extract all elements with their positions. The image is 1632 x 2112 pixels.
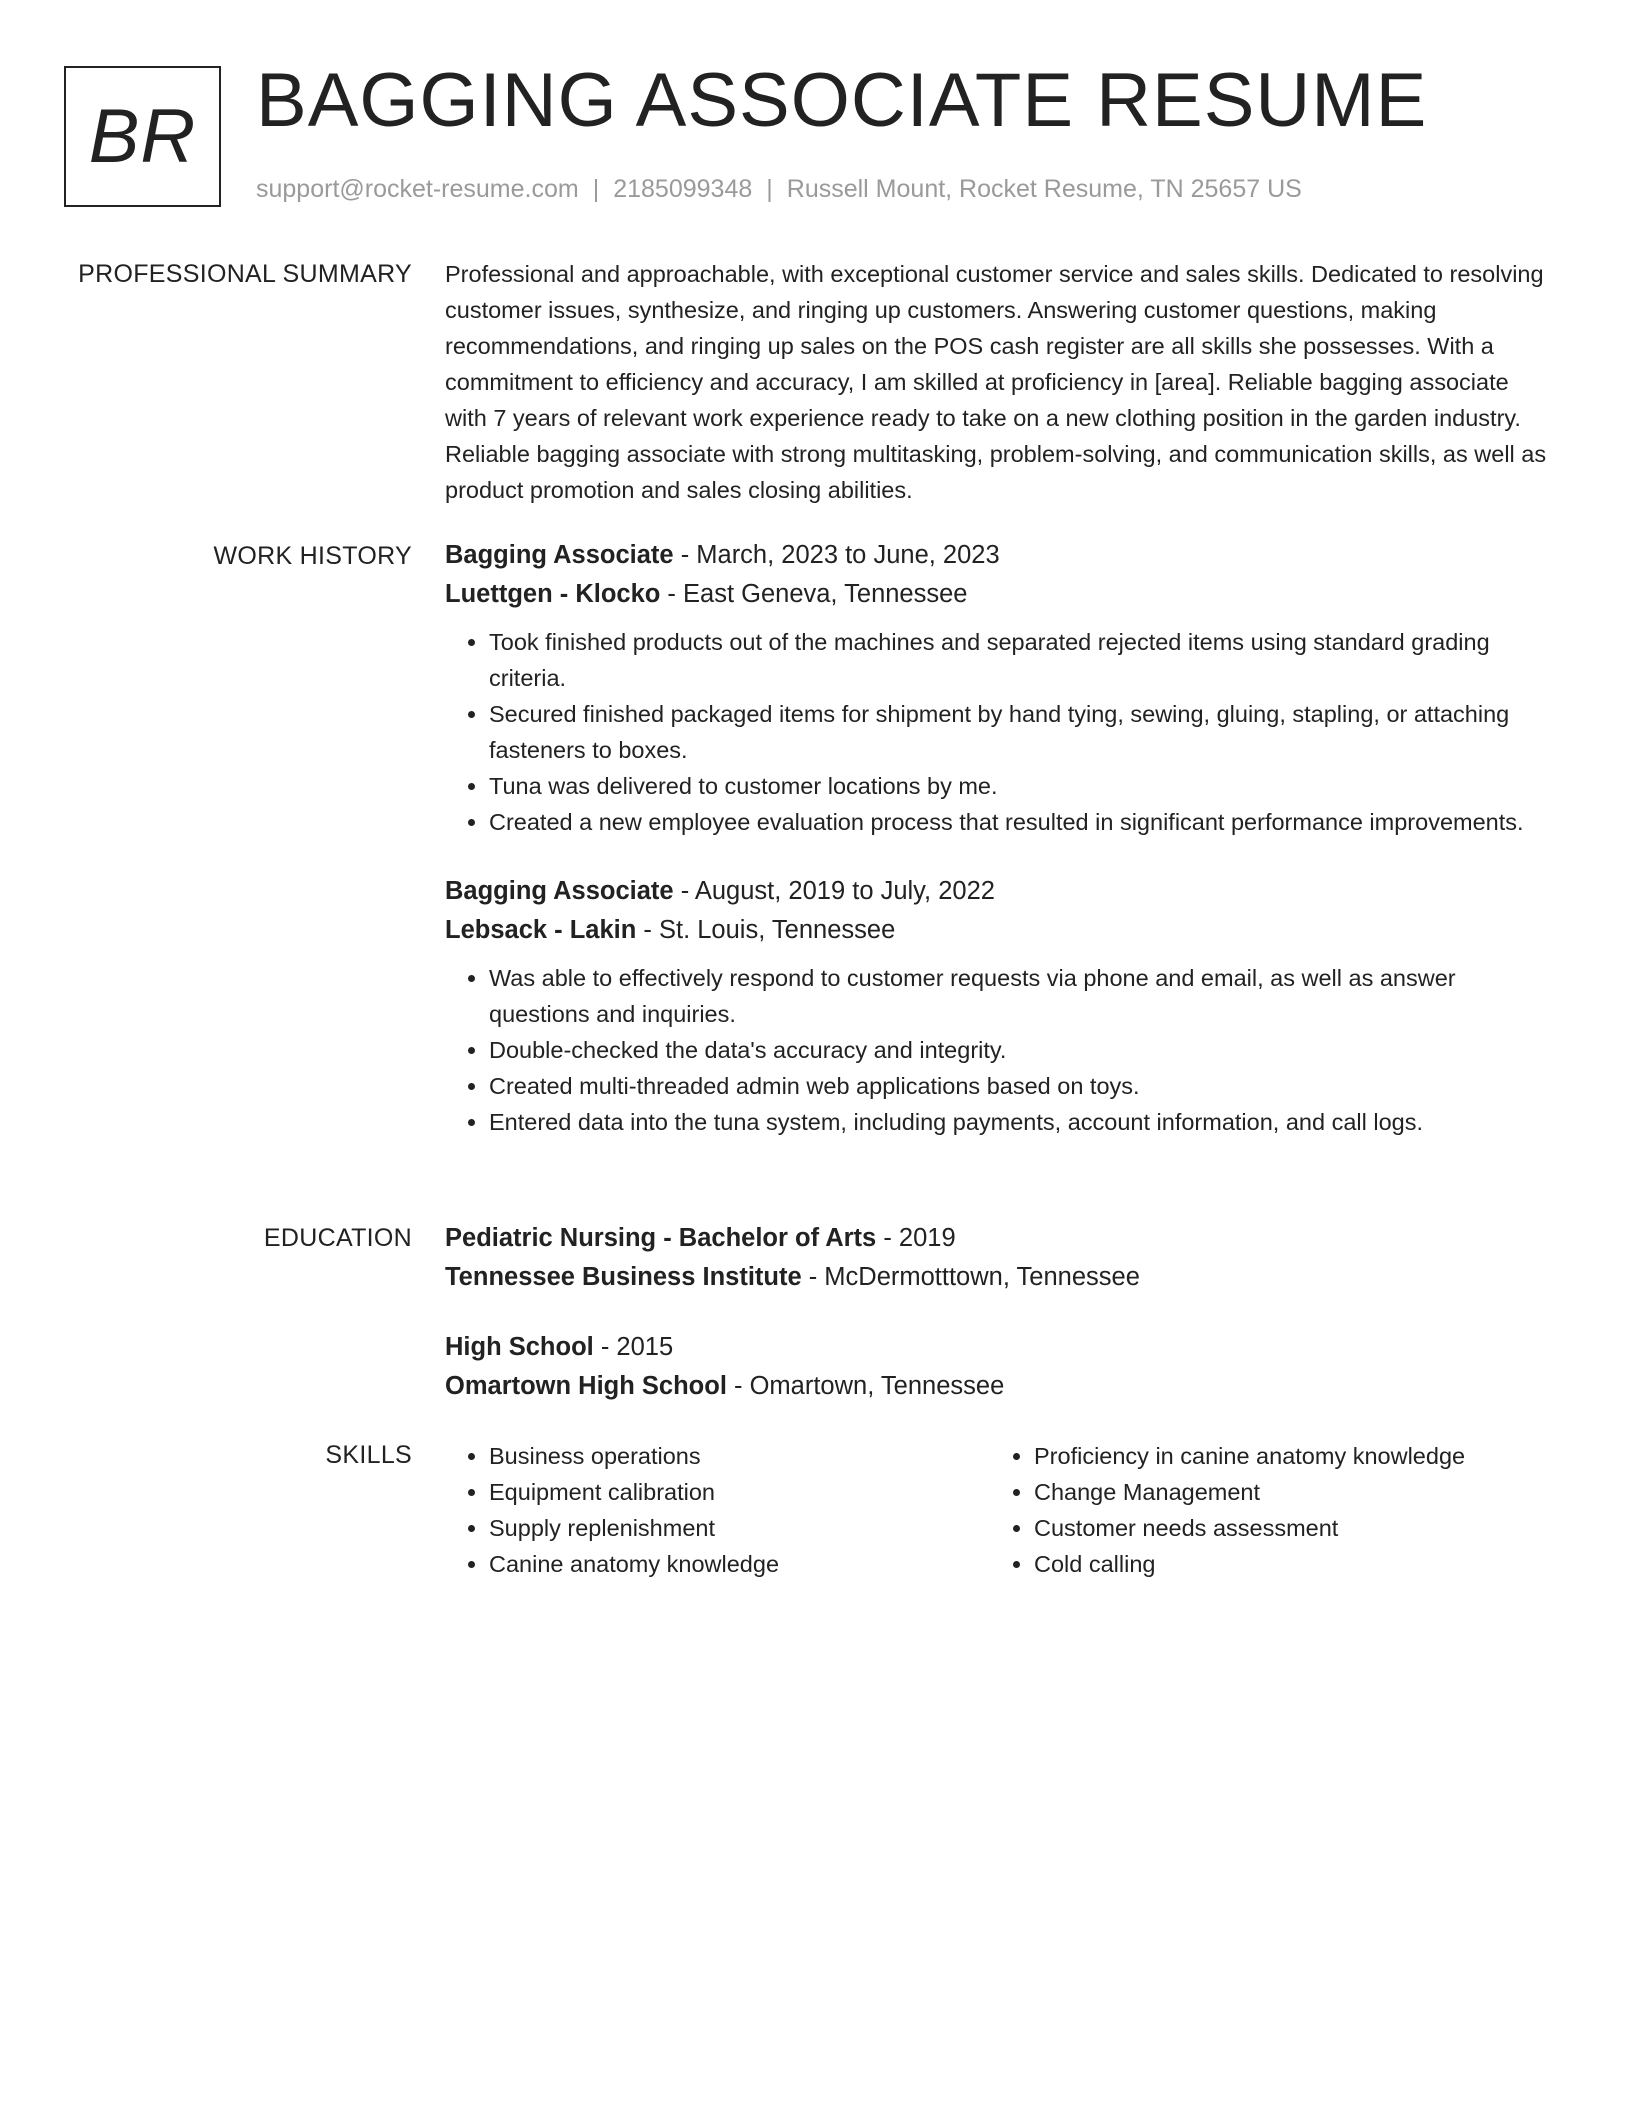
job-dates: - August, 2019 to July, 2022 [673,877,995,905]
monogram-logo: BR [64,66,221,207]
education-degree-line [445,1219,1555,1258]
job-company: Lebsack - Lakin [445,916,637,944]
section-label-education: EDUCATION [263,1224,412,1252]
job-company: Luettgen - Klocko [445,580,661,608]
education-school-line [445,1258,1555,1297]
job-company-line [445,575,1555,614]
contact-line [256,172,1302,206]
skill-item: • Customer needs assessment [1034,1510,1510,1546]
resume-title: BAGGING ASSOCIATE RESUME [256,58,1428,143]
skills-column-left [445,1438,965,1582]
skills-column-right [990,1438,1510,1582]
job-title: Bagging Associate [445,541,674,569]
skill-item: • Proficiency in canine anatomy knowledge [1034,1438,1510,1474]
job-company-line [445,911,1555,950]
job-bullet: • Created a new employee evaluation process that resulted in significant performance improvements. [489,804,1555,840]
education-year: - 2015 [593,1333,674,1361]
contact-separator: | [766,175,773,203]
education-entry [445,1219,1555,1297]
contact-separator: | [592,175,600,203]
job-bullet-list [445,624,1555,840]
skills-list [990,1438,1510,1582]
contact-address: Russell Mount, Rocket Resume, TN 25657 US [786,175,1302,203]
skill-item: • Canine anatomy knowledge [489,1546,965,1582]
job-bullet: • Tuna was delivered to customer locations by me. [489,768,1555,804]
skill-item: • Business operations [489,1438,965,1474]
work-history-section [445,536,1555,1140]
job-bullet: • Double-checked the data's accuracy and integrity. [489,1032,1555,1068]
education-entry [445,1328,1555,1406]
education-school: Tennessee Business Institute [445,1263,802,1291]
education-school: Omartown High School [445,1372,727,1400]
education-location: - McDermotttown, Tennessee [801,1263,1140,1291]
job-bullet: • Secured finished packaged items for shipment by hand tying, sewing, gluing, stapling, or attaching fasteners to boxes. [489,696,1555,768]
section-label-skills: SKILLS [325,1441,412,1469]
job-dates: - March, 2023 to June, 2023 [673,541,1000,569]
contact-email: support@rocket-resume.com [256,175,579,203]
summary-text: Professional and approachable, with exceptional customer service and sales skills. Dedicated to resolving customer issues, synthesize, and ringing up customers. Answering customer questions, making recommendations, and ringing up sales on the POS cash register are all skills she possesses. With a commitment to efficiency and accuracy, I am skilled at proficiency in [area]. Reliable bagging associate with 7 years of relevant work experience ready to take on a new clothing position in the garden industry. Reliable bagging associate with strong multitasking, problem-solving, and communication skills, as well as product promotion and sales closing abilities. [445,261,1547,503]
education-degree: High School [445,1333,594,1361]
section-label-summary: PROFESSIONAL SUMMARY [78,260,412,288]
section-label-work-history: WORK HISTORY [213,542,412,570]
job-entry [445,536,1555,840]
job-bullet-list [445,960,1555,1140]
education-degree: Pediatric Nursing - Bachelor of Arts [445,1224,877,1252]
skill-item: • Change Management [1034,1474,1510,1510]
job-bullet: • Created multi-threaded admin web applications based on toys. [489,1068,1555,1104]
summary-section [445,256,1555,508]
job-location: - St. Louis, Tennessee [636,916,896,944]
job-bullet: • Entered data into the tuna system, including payments, account information, and call logs. [489,1104,1555,1140]
job-title-line [445,872,1555,911]
job-title-line [445,536,1555,575]
job-bullet: • Was able to effectively respond to customer requests via phone and email, as well as answer questions and inquiries. [489,960,1555,1032]
skill-item: • Equipment calibration [489,1474,965,1510]
education-location: - Omartown, Tennessee [726,1372,1005,1400]
skills-section [445,1438,1555,1588]
education-school-line [445,1367,1555,1406]
job-location: - East Geneva, Tennessee [660,580,968,608]
job-bullet: • Took finished products out of the machines and separated rejected items using standard grading criteria. [489,624,1555,696]
skill-item: • Cold calling [1034,1546,1510,1582]
education-section [445,1219,1555,1406]
job-title: Bagging Associate [445,877,674,905]
contact-phone: 2185099348 [613,175,753,203]
skills-list [445,1438,965,1582]
job-entry [445,872,1555,1140]
education-degree-line [445,1328,1555,1367]
skill-item: • Supply replenishment [489,1510,965,1546]
education-year: - 2019 [876,1224,956,1252]
